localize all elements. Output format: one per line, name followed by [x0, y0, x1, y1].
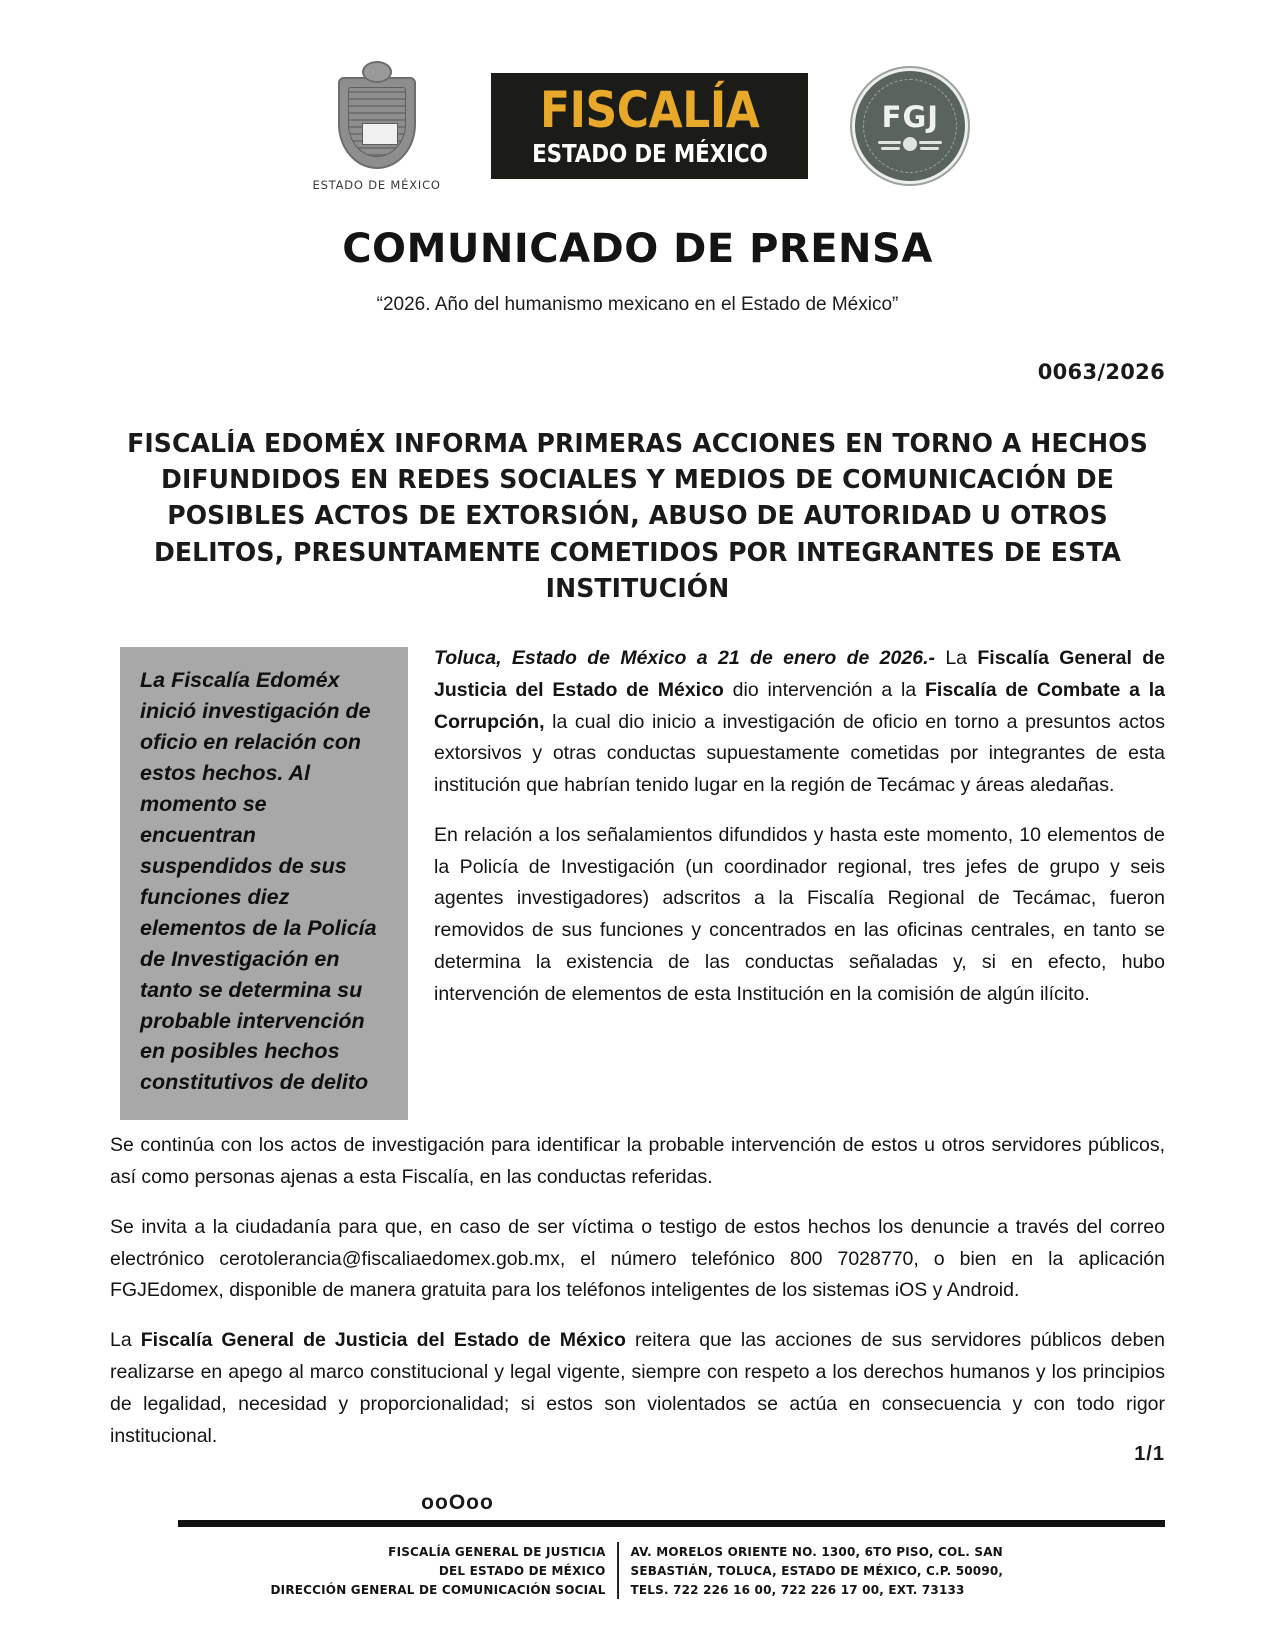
footer [110, 1542, 1165, 1599]
fiscalia-logo-subtitle: ESTADO DE MÉXICO [531, 138, 768, 168]
folio-number: 0063/2026 [1037, 360, 1165, 384]
p5-text-a: La [110, 1329, 141, 1352]
fiscalia-logo [491, 73, 809, 179]
end-marker: ooOoo [421, 1491, 494, 1515]
footer-divider [178, 1520, 1165, 1527]
footer-address-line-1: AV. MORELOS ORIENTE NO. 1300, 6TO PISO, COL. SAN [630, 1544, 1003, 1559]
p5-bold: Fiscalía General de Justicia del Estado de México [140, 1329, 626, 1352]
logo-row [110, 0, 1165, 196]
document-type-title: COMUNICADO DE PRENSA [342, 226, 933, 272]
fgj-wings-icon [876, 136, 944, 156]
footer-institution-block [270, 1542, 618, 1599]
footer-address-line-3: TELS. 722 226 16 00, 722 226 17 00, EXT. 73133 [630, 1582, 965, 1597]
coat-of-arms-shield-icon [338, 77, 416, 169]
fgj-seal-icon [852, 68, 968, 184]
page-title: FISCALÍA EDOMÉX INFORMA PRIMERAS ACCIONES EN TORNO A HECHOS DIFUNDIDOS EN REDES SOCIALES Y MEDIOS DE COMUNICACIÓN DE POSIBLES ACTOS DE EXTORSIÓN, ABUSO DE AUTORIDAD U OTROS DELITOS, PRESUNTAMENTE COMETIDOS POR INTEGRANTES DE ESTA INSTITUCIÓN [127, 429, 1148, 604]
footer-address-line-2: SEBASTIÁN, TOLUCA, ESTADO DE MÉXICO, C.P. 50090, [630, 1563, 1004, 1578]
paragraph-3: Se continúa con los actos de investigación para identificar la probable intervención de estos u otros servidores públicos, así como personas ajenas a esta Fiscalía, en las conductas referidas. [110, 1134, 1165, 1189]
p5-text-c: reitera que las acciones de sus servidores públicos deben realizarse en apego al marco constitucional y legal vigente, siempre con respeto a los derechos humanos y los principios de legalidad, necesidad y proporcionalidad; si estos son violentados se actúa en consecuencia y con todo rigor institucional. [110, 1329, 1165, 1447]
footer-address-block [619, 1542, 1003, 1599]
paragraph-4: Se invita a la ciudadanía para que, en caso de ser víctima o testigo de estos hechos los denuncie a través del correo electrónico cerotolerancia@fiscaliaedomex.gob.mx, el número telefónico 800 7028770, o bien en la aplicación FGJEdomex, disponible de manera gratuita para los teléfonos inteligentes de los sistemas iOS y Android. [110, 1215, 1165, 1302]
article-body [110, 643, 1165, 1520]
paragraph-2: En relación a los señalamientos difundidos y hasta este momento, 10 elementos de la Policía de Investigación (un coordinador regional, tres jefes de grupo y seis agentes investigadores) adscritos a la Fiscalía Regional de Tecámac, fueron removidos de sus funciones y concentrados en las oficinas centrales, en tanto se determina la existencia de las conductas señaladas y, si en efecto, hubo intervención de elementos de esta Institución en la comisión de algún ilícito. [434, 823, 1165, 1005]
coat-of-arms-crest-icon [362, 61, 392, 83]
footer-institution-line-2: DEL ESTADO DE MÉXICO [438, 1563, 606, 1578]
p1-bold-2: Fiscalía de Combate a la Corrupción, [434, 678, 1166, 733]
footer-institution-line-1: FISCALÍA GENERAL DE JUSTICIA [388, 1544, 606, 1559]
fgj-seal-label: FGJ [881, 99, 940, 134]
footer-institution-line-3: DIRECCIÓN GENERAL DE COMUNICACIÓN SOCIAL [270, 1582, 606, 1597]
page-number: 1/1 [1134, 1443, 1165, 1465]
fiscalia-logo-title: FISCALÍA [539, 81, 760, 140]
year-slogan: “2026. Año del humanismo mexicano en el Estado de México” [376, 294, 899, 315]
dateline: Toluca, Estado de México a 21 de enero de 2026.- [434, 647, 935, 670]
p1-text-c: dio intervención a la [723, 678, 925, 701]
pull-quote: La Fiscalía Edoméx inició investigación de oficio en relación con estos hechos. Al momento se encuentran suspendidos de sus funciones diez elementos de la Policía de Investigación en tanto se determina su probable intervención en posibles hechos constitutivos de delito [120, 647, 408, 1120]
p1-text-d: la cual dio inicio a investigación de oficio en torno a presuntos actos extorsivos y otras conductas supuestamente cometidas por integrantes de esta institución que habrían tenido lugar en la región de Tecámac y áreas aledañas. [434, 710, 1165, 797]
coat-of-arms-caption: ESTADO DE MÉXICO [312, 177, 441, 192]
paragraph-5 [110, 1325, 1165, 1452]
p1-bold-1: Fiscalía General de Justicia del Estado de México [434, 647, 1165, 701]
p1-text-a: La [934, 647, 978, 670]
coat-of-arms [307, 61, 447, 192]
